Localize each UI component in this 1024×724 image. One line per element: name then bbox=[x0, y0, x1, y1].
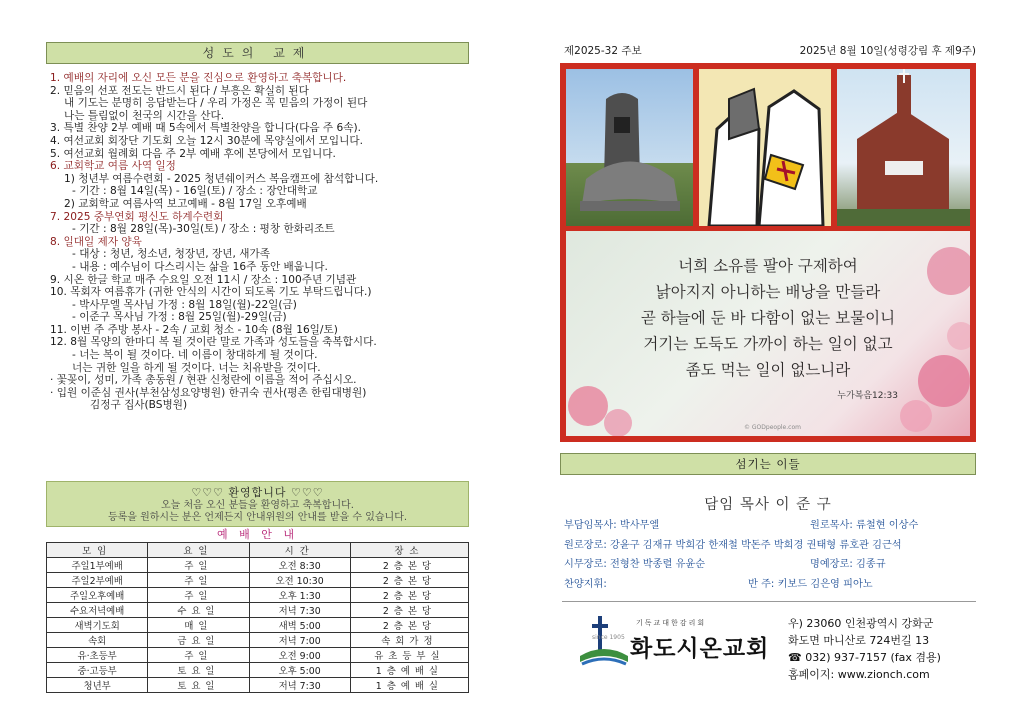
column-header: 요일 bbox=[148, 543, 249, 558]
notice-line: 2. 믿음의 선포 전도는 반드시 된다 / 부흥은 확실히 된다 bbox=[50, 84, 309, 97]
church-contact bbox=[788, 615, 978, 683]
column-header: 장소 bbox=[350, 543, 468, 558]
table-cell: 속회가정 bbox=[350, 633, 468, 648]
table-cell: 저녁 7:00 bbox=[249, 633, 350, 648]
table-row bbox=[47, 618, 469, 633]
table-cell: 오후 1:30 bbox=[249, 588, 350, 603]
table-cell: 금요일 bbox=[148, 633, 249, 648]
notice-list bbox=[46, 64, 469, 412]
table-row bbox=[47, 678, 469, 693]
notice-line: 5. 여선교회 월례회 다음 주 2부 예배 후에 본당에서 모입니다. bbox=[50, 147, 336, 160]
active-elders: 시무장로: 전형찬 박종렬 유윤순 bbox=[564, 559, 706, 570]
table-cell: 수요일 bbox=[148, 603, 249, 618]
table-cell: 2층본당 bbox=[350, 558, 468, 573]
verse-reference: 누가복음12:33 bbox=[837, 391, 898, 401]
table-cell: 청년부 bbox=[47, 678, 148, 693]
verse-line: 거기는 도둑도 가까이 하는 일이 없고 bbox=[643, 335, 893, 353]
notice-line: 나는 틀림없이 천국의 시간을 산다. bbox=[64, 109, 225, 122]
verse-line: 좀도 먹는 일이 없느니라 bbox=[685, 361, 851, 379]
table-cell: 주일 bbox=[148, 648, 249, 663]
image-watermark: © GODpeople.com bbox=[744, 424, 801, 431]
table-cell: 오전 9:00 bbox=[249, 648, 350, 663]
table-cell: 주일2부예배 bbox=[47, 573, 148, 588]
table-cell: 2층본당 bbox=[350, 603, 468, 618]
logo-since: since 1905 bbox=[592, 634, 625, 641]
column-header: 모임 bbox=[47, 543, 148, 558]
table-cell: 2층본당 bbox=[350, 618, 468, 633]
emeritus-elders: 원로장로: 강윤구 김재규 박희감 한재철 박돈주 박희경 권태형 류호관 김근석 bbox=[564, 539, 902, 551]
church-news-header: 성도의 교제 bbox=[46, 42, 469, 64]
notice-line: - 박사무엘 목사님 가정 : 8월 18일(월)-22일(금) bbox=[72, 298, 297, 311]
associate-pastor: 부담임목사: 박사무엘 bbox=[564, 520, 660, 531]
verse-card-image bbox=[566, 231, 970, 436]
church-building-photo bbox=[837, 69, 970, 226]
table-cell: 매일 bbox=[148, 618, 249, 633]
service-table-body bbox=[47, 558, 469, 693]
verse-line: 너희 소유를 팔아 구제하여 bbox=[678, 257, 858, 275]
welcome-line-1: 오늘 처음 오신 분들을 환영하고 축복합니다. bbox=[161, 500, 354, 511]
welcome-line-2: 등록을 원하시는 분은 언제든지 안내위원의 안내를 받을 수 있습니다. bbox=[107, 512, 408, 523]
notice-line: 7. 2025 중부연회 평신도 하계수련회 bbox=[50, 210, 224, 223]
table-cell: 저녁 7:30 bbox=[249, 678, 350, 693]
table-cell: 수요저녁예배 bbox=[47, 603, 148, 618]
notice-line: · 입원 이준심 권사(부천삼성요양병원) 한귀숙 권사(평촌 한림대병원) bbox=[50, 386, 367, 399]
table-row bbox=[47, 648, 469, 663]
notice-line: - 대상 : 청년, 청소년, 청장년, 장년, 새가족 bbox=[72, 248, 270, 261]
table-cell: 오전 8:30 bbox=[249, 558, 350, 573]
footer-divider bbox=[562, 601, 976, 602]
column-header: 시간 bbox=[249, 543, 350, 558]
bulletin-date: 2025년 8월 10일(성령강림 후 제9주) bbox=[799, 45, 976, 57]
service-schedule-table bbox=[46, 542, 469, 693]
welcome-title: ♡♡♡ 환영합니다 ♡♡♡ bbox=[191, 486, 324, 499]
notice-line: - 너는 복이 될 것이다. 네 이름이 창대하게 될 것이다. bbox=[72, 349, 318, 362]
table-cell: 오전 10:30 bbox=[249, 573, 350, 588]
table-cell: 오후 5:00 bbox=[249, 663, 350, 678]
table-cell: 새벽기도회 bbox=[47, 618, 148, 633]
notice-line: 1. 예배의 자리에 오신 모든 분을 진심으로 환영하고 축복합니다. bbox=[50, 72, 347, 84]
honorary-elders: 명예장로: 김종규 bbox=[810, 559, 886, 570]
table-cell: 저녁 7:30 bbox=[249, 603, 350, 618]
table-cell: 주일 bbox=[148, 588, 249, 603]
church-logo bbox=[576, 612, 786, 672]
service-table-header-row bbox=[47, 543, 469, 558]
emeritus-pastors: 원로목사: 류철현 이상수 bbox=[810, 520, 919, 531]
notice-line: - 기간 : 8월 28일(목)-30일(토) / 장소 : 평창 한화리조트 bbox=[72, 223, 335, 236]
table-cell: 토요일 bbox=[148, 663, 249, 678]
choir-director: 찬양지휘: bbox=[564, 578, 607, 590]
table-cell: 주일오후예배 bbox=[47, 588, 148, 603]
notice-line: 너는 귀한 일을 하게 될 것이다. 너는 치유받을 것이다. bbox=[72, 361, 321, 374]
notice-line: - 기간 : 8월 14일(목) - 16일(토) / 장소 : 장안대학교 bbox=[72, 185, 318, 198]
ministers-header: 섬기는 이들 bbox=[560, 453, 976, 475]
notice-line: 내 기도는 분명히 응답받는다 / 우리 가정은 꼭 믿음의 가정이 된다 bbox=[64, 97, 368, 110]
address-line-1: 우) 23060 인천광역시 강화군 bbox=[788, 617, 934, 630]
table-cell: 새벽 5:00 bbox=[249, 618, 350, 633]
notice-line: 11. 이번 주 주방 봉사 - 2속 / 교회 청소 - 10속 (8월 16일/토) bbox=[50, 323, 338, 336]
table-row bbox=[47, 558, 469, 573]
phone-number: ☎ 032) 937-7157 (fax 겸용) bbox=[788, 651, 941, 664]
notice-line: 9. 시온 한글 학교 매주 수요일 오전 11시 / 장소 : 100주년 기념관 bbox=[50, 273, 357, 286]
table-cell: 중·고등부 bbox=[47, 663, 148, 678]
issue-number: 제2025-32 주보 bbox=[564, 45, 642, 57]
table-row bbox=[47, 663, 469, 678]
bulletin-header bbox=[564, 43, 976, 58]
table-cell: 주일1부예배 bbox=[47, 558, 148, 573]
notice-line: · 꽃꽂이, 성미, 가족 총동원 / 현관 신청란에 이름을 적어 주십시오. bbox=[50, 374, 357, 387]
welcome-box bbox=[46, 481, 469, 527]
table-cell: 2층본당 bbox=[350, 573, 468, 588]
notice-line: 2) 교회학교 여름사역 보고예배 - 8월 17일 오후예배 bbox=[64, 197, 307, 210]
staff-list bbox=[564, 516, 974, 594]
notice-line: 12. 8월 목양의 한마디 복 될 것이란 말로 가족과 성도들을 축복합시다. bbox=[50, 336, 377, 349]
table-cell: 2층본당 bbox=[350, 588, 468, 603]
table-cell: 토요일 bbox=[148, 678, 249, 693]
cover-photo-collage bbox=[560, 63, 976, 442]
notice-line: 8. 일대일 제자 양육 bbox=[50, 235, 142, 248]
table-cell: 1층예배실 bbox=[350, 663, 468, 678]
table-cell: 주일 bbox=[148, 558, 249, 573]
notice-line: 6. 교회학교 여름 사역 일정 bbox=[50, 160, 176, 173]
table-row bbox=[47, 603, 469, 618]
service-guide-title: 예 배 안 내 bbox=[217, 528, 298, 541]
table-row bbox=[47, 588, 469, 603]
notice-line: 4. 여선교회 회장단 기도회 오늘 12시 30분에 목양실에서 모입니다. bbox=[50, 134, 363, 147]
verse-line: 곧 하늘에 둔 바 다함이 없는 보물이니 bbox=[640, 309, 896, 327]
homepage-url: 홈페이지: www.zionch.com bbox=[788, 668, 930, 681]
senior-pastor: 담임 목사 이 준 구 bbox=[704, 497, 832, 513]
church-name: 화도시온교회 bbox=[630, 636, 770, 662]
illustration-people-bible-image bbox=[699, 69, 831, 226]
verse-line: 낡아지지 아니하는 배낭을 만들라 bbox=[655, 283, 881, 301]
notice-line: 1) 청년부 여름수련회 - 2025 청년쉐이커스 복음캠프에 참석합니다. bbox=[64, 172, 379, 185]
denomination-name: 기독교대한감리회 bbox=[636, 619, 707, 627]
address-line-2: 화도면 마니산로 724번길 13 bbox=[788, 634, 930, 647]
notice-line: 10. 목회자 여름휴가 (귀한 안식의 시간이 되도록 기도 부탁드립니다.) bbox=[50, 286, 372, 299]
table-cell: 주일 bbox=[148, 573, 249, 588]
memorial-stone-photo bbox=[566, 69, 693, 226]
table-cell: 유초등부실 bbox=[350, 648, 468, 663]
notice-line: - 내용 : 예수님이 다스리시는 삶을 16주 동안 배웁니다. bbox=[72, 260, 328, 273]
table-cell: 속회 bbox=[47, 633, 148, 648]
notice-line: - 이준구 목사님 가정 : 8월 25일(월)-29일(금) bbox=[72, 311, 287, 324]
table-row bbox=[47, 633, 469, 648]
notice-line: 김정구 집사(BS병원) bbox=[90, 399, 188, 412]
bible-verse-text bbox=[566, 253, 970, 383]
table-cell: 유·초등부 bbox=[47, 648, 148, 663]
church-news-section bbox=[46, 42, 469, 412]
notice-line: 3. 특별 찬양 2부 예배 때 5속에서 특별찬양을 합니다(다음 주 6속). bbox=[50, 122, 362, 135]
cross-logo-icon bbox=[576, 612, 632, 670]
accompanists: 반 주: 키보드 김은영 피아노 bbox=[748, 578, 873, 590]
table-cell: 1층예배실 bbox=[350, 678, 468, 693]
table-row bbox=[47, 573, 469, 588]
